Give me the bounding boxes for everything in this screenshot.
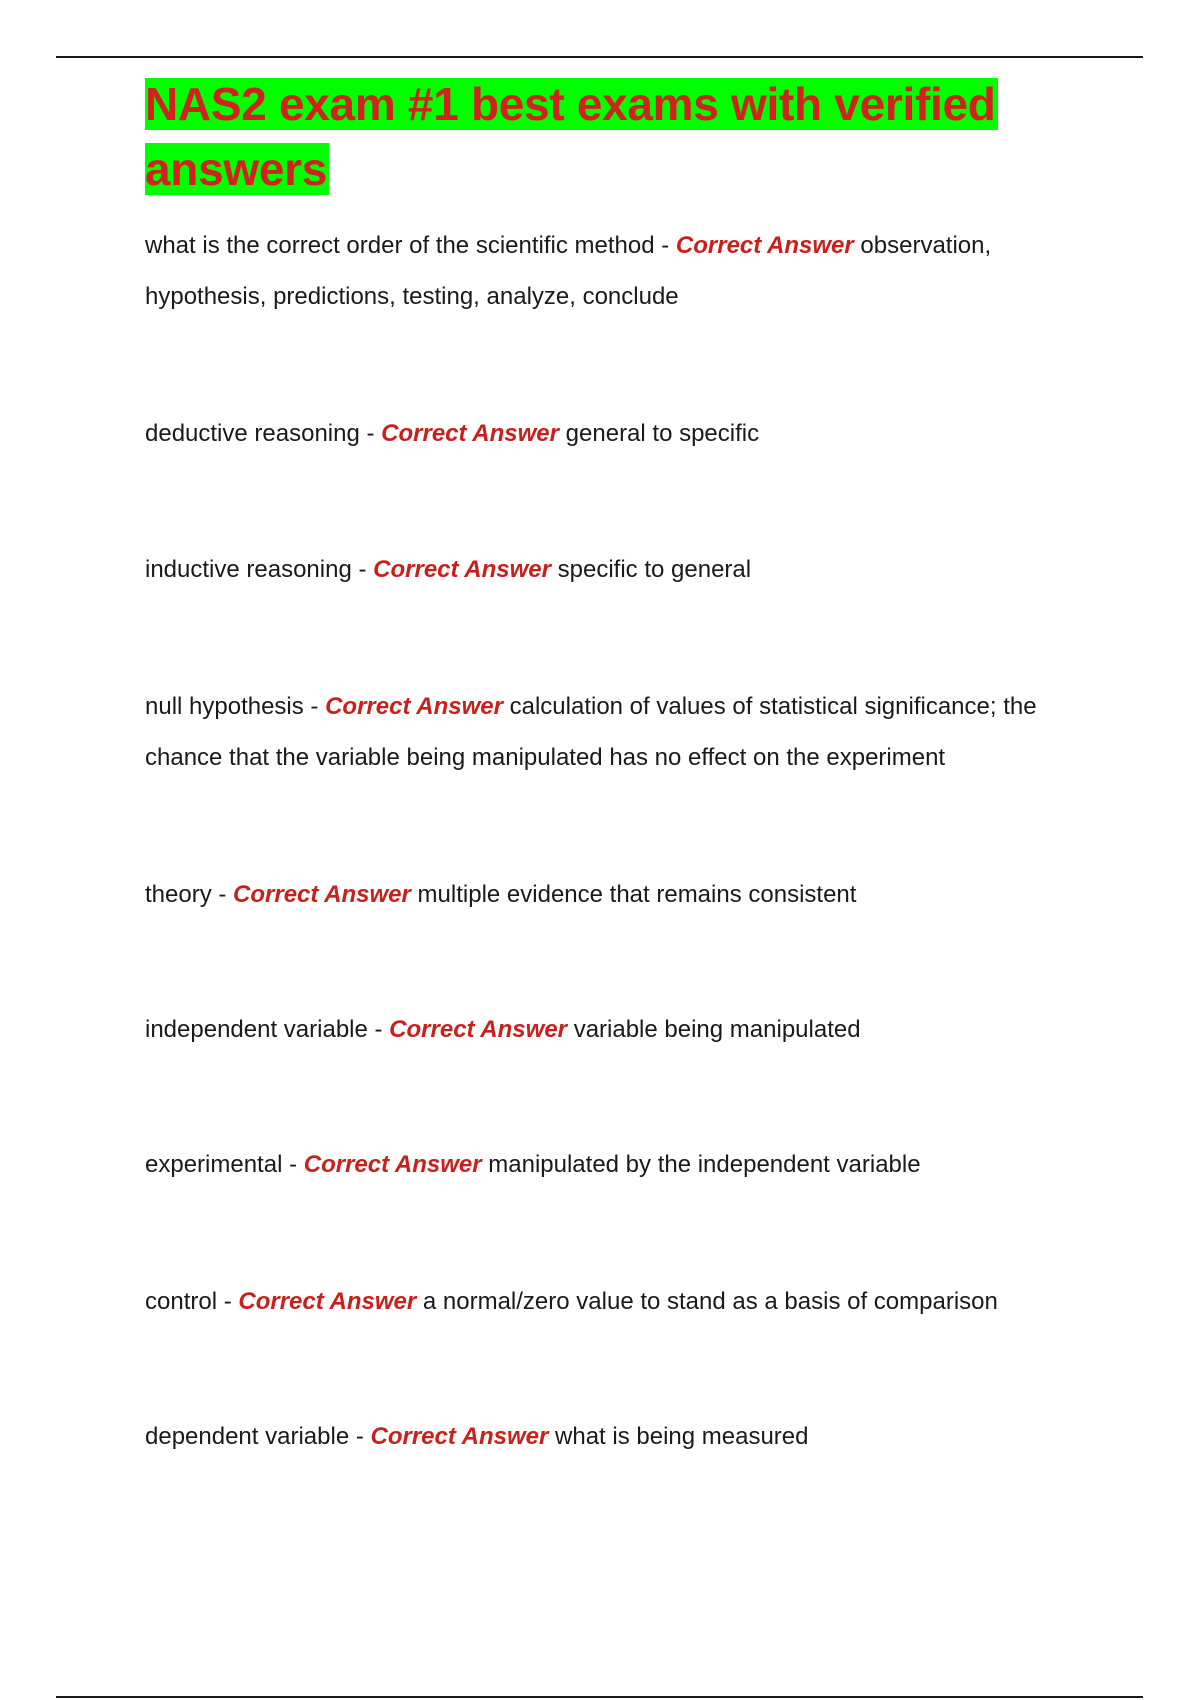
qa-answer: what is being measured — [555, 1423, 809, 1450]
qa-separator: - — [654, 232, 676, 259]
qa-separator: - — [282, 1151, 304, 1178]
correct-answer-label: Correct Answer — [389, 1016, 568, 1043]
qa-item — [145, 1139, 1075, 1190]
qa-answer: multiple evidence that remains consistent — [417, 881, 857, 908]
qa-item — [145, 544, 1075, 595]
title-highlight: NAS2 exam #1 best exams with verified answers — [145, 78, 996, 195]
qa-term: deductive reasoning — [145, 420, 360, 447]
qa-item — [145, 869, 1075, 920]
bottom-rule — [56, 1696, 1143, 1698]
qa-answer: general to specific — [565, 420, 760, 447]
qa-term: inductive reasoning — [145, 556, 352, 583]
qa-item — [145, 681, 1075, 783]
qa-item — [145, 1276, 1075, 1327]
top-rule — [56, 56, 1143, 58]
qa-answer: specific to general — [557, 556, 752, 583]
qa-separator: - — [359, 420, 382, 447]
document-title — [145, 72, 1070, 202]
qa-item — [145, 408, 1075, 459]
qa-answer: manipulated by the independent variable — [488, 1151, 921, 1178]
qa-answer: variable being manipulated — [573, 1016, 861, 1043]
correct-answer-label: Correct Answer — [238, 1288, 417, 1315]
qa-separator: - — [303, 693, 326, 720]
correct-answer-label: Correct Answer — [233, 881, 411, 908]
qa-separator: - — [367, 1016, 390, 1043]
qa-term: independent variable — [145, 1016, 368, 1043]
qa-separator: - — [217, 1288, 239, 1315]
qa-separator: - — [349, 1423, 371, 1450]
qa-term: experimental — [145, 1151, 283, 1178]
qa-separator: - — [211, 881, 234, 908]
qa-answer: a normal/zero value to stand as a basis of comparison — [422, 1288, 998, 1315]
qa-term: null hypothesis — [145, 693, 304, 720]
qa-answer: calculation of values of statistical significance; the chance that the variable being manipulated has no effect on the experiment — [145, 693, 1037, 771]
correct-answer-label: Correct Answer — [373, 556, 551, 583]
correct-answer-label: Correct Answer — [303, 1151, 482, 1178]
correct-answer-label: Correct Answer — [370, 1423, 549, 1450]
document-page — [145, 72, 1070, 202]
qa-term: dependent variable — [145, 1423, 350, 1450]
qa-term: theory — [145, 881, 212, 908]
qa-answer: observation, hypothesis, predictions, testing, analyze, conclude — [145, 232, 992, 310]
correct-answer-label: Correct Answer — [381, 420, 559, 447]
qa-term: control — [145, 1288, 218, 1315]
qa-term: what is the correct order of the scientific method — [145, 232, 655, 259]
qa-item — [145, 1411, 1075, 1462]
correct-answer-label: Correct Answer — [325, 693, 503, 720]
correct-answer-label: Correct Answer — [675, 232, 854, 259]
qa-item — [145, 220, 1075, 322]
qa-item — [145, 1004, 1075, 1055]
qa-separator: - — [351, 556, 374, 583]
